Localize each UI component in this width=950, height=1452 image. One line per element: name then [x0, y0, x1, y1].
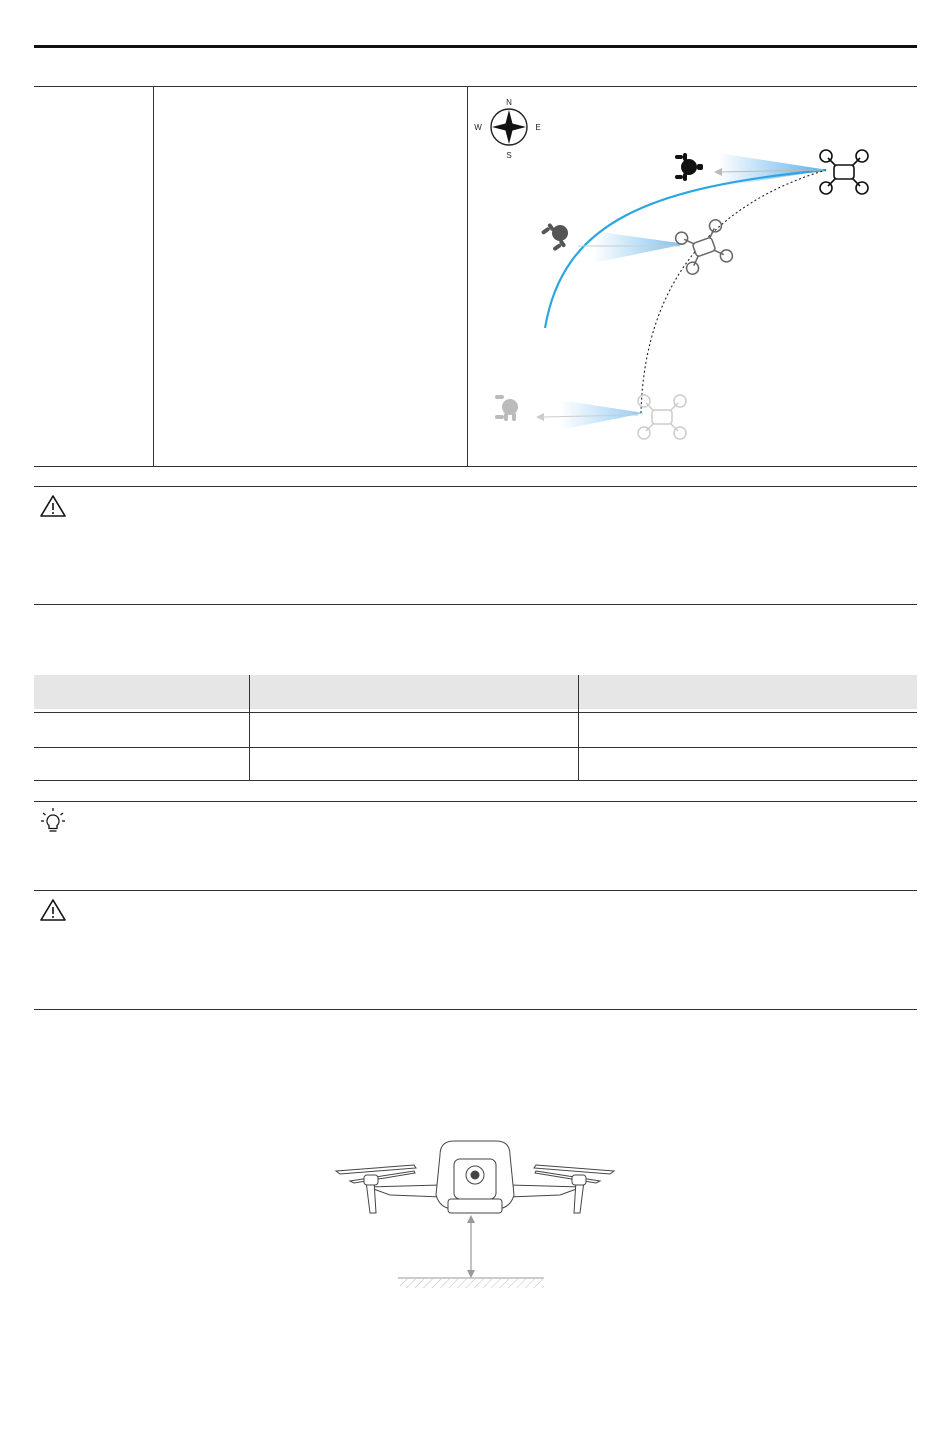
tip-top-rule — [34, 801, 917, 802]
warning-icon — [39, 494, 67, 518]
warning-1-top-rule — [34, 486, 917, 487]
table-2-col-divider-2 — [578, 675, 579, 781]
table-col-divider-1 — [153, 86, 154, 466]
compass-west: W — [474, 123, 482, 132]
person-trajectory — [545, 170, 826, 328]
table-2-row-rule-2 — [34, 747, 917, 748]
compass-icon — [474, 98, 540, 160]
table-2-row-rule-1 — [34, 712, 917, 713]
tip-lightbulb-icon — [38, 806, 68, 836]
flight-path-diagram — [468, 87, 916, 465]
warning-icon — [39, 898, 67, 922]
compass-north: N — [506, 98, 512, 107]
table-bottom-rule — [34, 466, 917, 467]
table-2-col-divider-1 — [249, 675, 250, 781]
camera-beam-mid — [593, 231, 686, 263]
person-icon — [495, 395, 518, 421]
compass-south: S — [506, 151, 512, 160]
person-icon — [675, 153, 703, 181]
drone-icon — [820, 150, 868, 194]
compass-east: E — [535, 123, 541, 132]
page-header-rule — [34, 45, 917, 48]
drone-front-view-illustration — [330, 1135, 620, 1295]
tip-bottom-rule — [34, 890, 917, 891]
person-icon — [540, 217, 575, 253]
warning-2-bottom-rule — [34, 1009, 917, 1010]
warning-1-bottom-rule — [34, 604, 917, 605]
drone-icon — [638, 395, 686, 439]
drone-trajectory — [641, 170, 826, 413]
table-header-row — [34, 675, 917, 709]
table-2-bottom-rule — [34, 780, 917, 781]
